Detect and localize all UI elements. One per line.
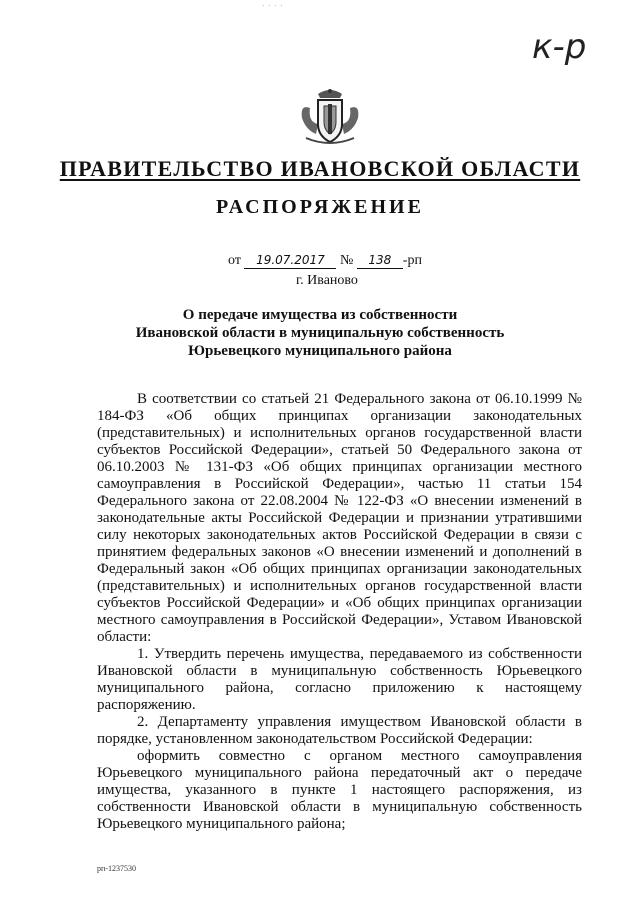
document-date: 19.07.2017 [244, 253, 336, 269]
document-type: РАСПОРЯЖЕНИЕ [216, 196, 424, 218]
handwritten-corner-note: к-р [532, 27, 587, 67]
item-2-subparagraph: оформить совместно с органом местного самоуправления Юрьевецкого муниципального района передаточный акт о передаче имущества, указанного в пункте 1 настоящего распоряжения, из собственности Ивановской области в муниципальную собственность Юрьевецкого муниципального района; [97, 748, 582, 832]
coat-of-arms-icon [296, 84, 364, 148]
subject-line-2: Ивановской области в муниципальную собственность [135, 325, 505, 341]
top-mark: · · · · [262, 2, 284, 10]
government-title: ПРАВИТЕЛЬСТВО ИВАНОВСКОЙ ОБЛАСТИ [59, 156, 581, 181]
item-2-paragraph: 2. Департаменту управления имуществом Ивановской области в порядке, установленном законодательством Российской Федерации: [97, 714, 582, 747]
item-1-paragraph: 1. Утвердить перечень имущества, передаваемого из собственности Ивановской области в муниципальную собственность Юрьевецкого муниципального района, согласно приложению к настоящему распоряжению. [97, 646, 582, 713]
subject-line-1: О передаче имущества из собственности [182, 307, 458, 323]
document-code: рп-1237530 [97, 864, 136, 873]
document-subject [0, 306, 640, 360]
date-number-line [228, 253, 422, 269]
number-label: № [339, 253, 354, 268]
document-number: 138 [357, 253, 403, 269]
subject-line-3: Юрьевецкого муниципального района [188, 343, 452, 359]
number-suffix: -рп [402, 253, 422, 268]
city: г. Иваново [296, 273, 358, 288]
preamble-paragraph: В соответствии со статьей 21 Федерального закона от 06.10.1999 № 184-ФЗ «Об общих принципах организации законодательных (представительных) и исполнительных органов государственной власти субъектов Российской Федерации», статьей 50 Федерального закона от 06.10.2003 № 131-ФЗ «Об общих принципах организации местного самоуправления в Российской Федерации», частью 11 статьи 154 Федерального закона от 22.08.2004 № 122-ФЗ «О внесении изменений в законодательные акты Российской Федерации и признании утратившими силу некоторых законодательных актов Российской Федерации в связи с принятием федеральных законов «О внесении изменений и дополнений в Федеральный закон «Об общих принципах организации законодательных (представительных) и исполнительных органов государственной власти субъектов Российской Федерации» и «Об общих принципах организации местного самоуправления в Российской Федерации», Уставом Ивановской области: [97, 391, 582, 645]
document-body [97, 391, 582, 833]
from-label: от [228, 253, 241, 268]
